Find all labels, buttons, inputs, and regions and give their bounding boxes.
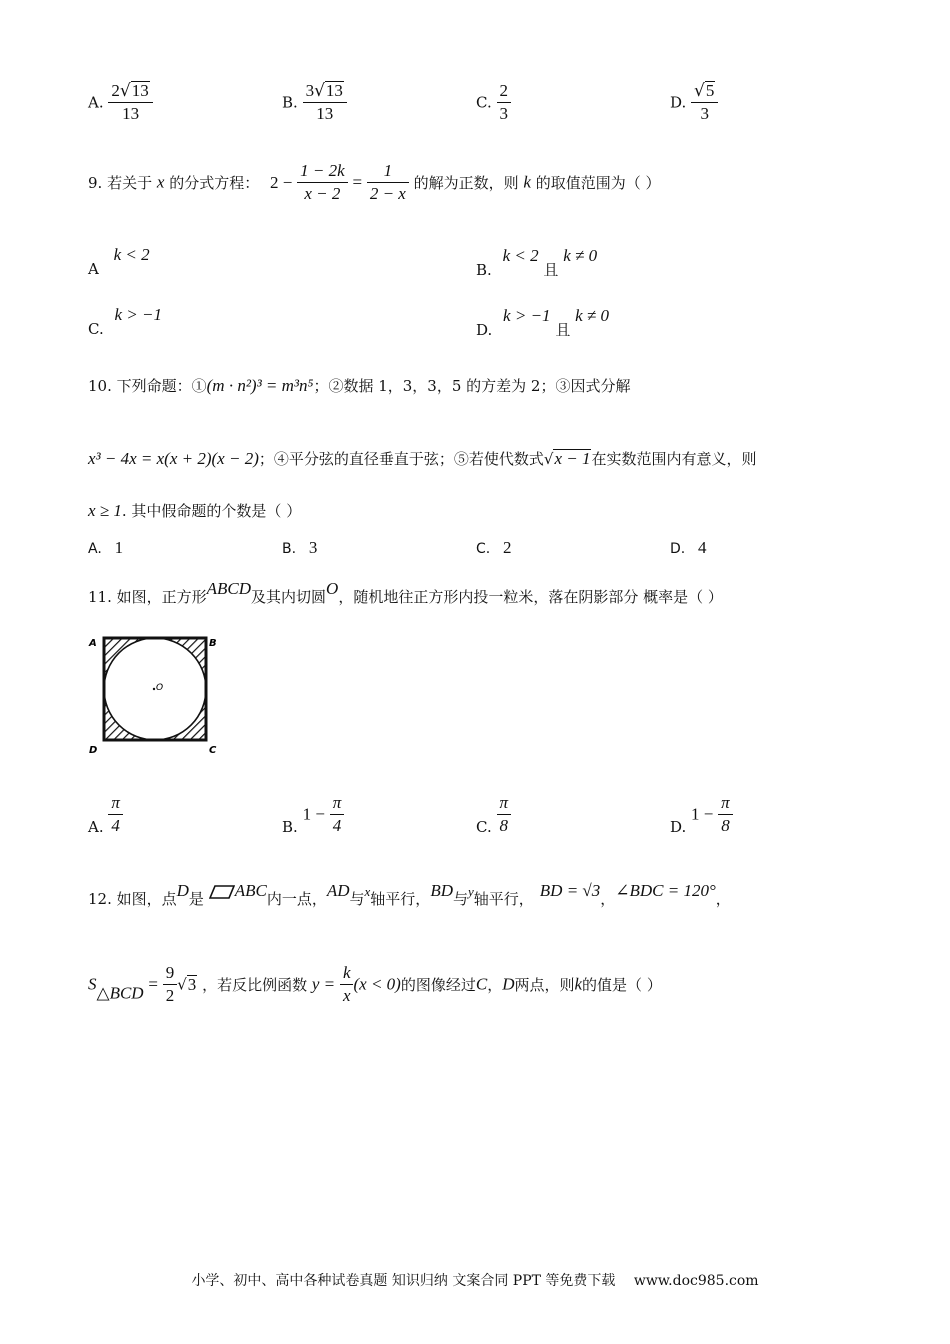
- footer-text: 小学、初中、高中各种试卷真题 知识归纳 文案合同 PPT 等免费下载: [191, 1273, 616, 1289]
- q9-option-b: B. k < 2 且 k ≠ 0: [476, 246, 598, 279]
- q8-option-b-fraction: $\frac{3√13}{13}$: [303, 80, 347, 125]
- q9-option-c: C. k > −1: [88, 305, 162, 338]
- q11-option-c: C. $\frac{\pi}{8}$: [476, 792, 511, 837]
- q8-option-a-fraction: $\frac{2√13}{13}$: [108, 80, 152, 125]
- q10-option-c: C. 2: [476, 538, 512, 557]
- q9-fraction-2: $\frac{1}{2 - x}$: [367, 160, 409, 205]
- q12-line-2: $S_{\triangle BCD}$ = $\frac{9}{2}$ √3 ，若反比例函数 y = $\frac{k}{x}$ (x < 0)的图像经过C，D两点，则k的值是（ ）: [88, 963, 662, 1005]
- center-point: [153, 688, 155, 690]
- q9-stem: 9. 若关于 x 的分式方程： 2 − $\frac{1 - 2k}{x - 2}$ = $\frac{1}{2 - x}$ 的解为正数，则 k 的取值范围为（ ）: [88, 161, 661, 203]
- q12-area-fraction: $\frac{9}{2}$: [163, 962, 178, 1007]
- q10-option-a: A. 1: [88, 538, 124, 557]
- q11-option-d: D. 1 − $\frac{\pi}{8}$: [670, 792, 733, 837]
- q9-fraction-1: $\frac{1 - 2k}{x - 2}$: [297, 160, 348, 205]
- q11-option-b: B. 1 − $\frac{\pi}{4}$: [282, 792, 344, 837]
- label-b: B: [209, 638, 217, 649]
- q12-line-1: 12. 如图，点D是 ABC内一点，AD与x轴平行，BD与y轴平行， BD = √3，∠BDC = 120°，: [88, 881, 731, 908]
- label-a: A: [89, 638, 97, 649]
- q8-option-c: C. $\frac{2}{3}$: [476, 80, 511, 125]
- q10-option-b: B. 3: [282, 538, 318, 557]
- q11-figure: [85, 632, 225, 760]
- q11-option-a: A. $\frac{\pi}{4}$: [88, 792, 123, 837]
- q8-option-d: D. $\frac{√5}{3}$: [670, 80, 718, 125]
- label-d: D: [89, 745, 98, 756]
- q8-option-c-fraction: $\frac{2}{3}$: [497, 80, 512, 125]
- q11-option-d-fraction: $\frac{\pi}{8}$: [718, 792, 733, 837]
- page-footer: [0, 1270, 950, 1290]
- q11-option-b-fraction: $\frac{\pi}{4}$: [330, 792, 345, 837]
- parallelogram-icon: [209, 885, 235, 899]
- q10-line-2: x³ − 4x = x(x + 2)(x − 2)；④平分弦的直径垂直于弦；⑤若使代数式√x − 1在实数范围内有意义，则: [88, 449, 757, 468]
- q8-option-b: B. $\frac{3√13}{13}$: [282, 80, 347, 125]
- q12-function-fraction: $\frac{k}{x}$: [340, 962, 354, 1007]
- footer-url[interactable]: www.doc985.com: [633, 1273, 759, 1289]
- q9-option-d: D. k > −1 且 k ≠ 0: [476, 306, 610, 339]
- label-o: O: [156, 683, 164, 693]
- q10-option-d: D. 4: [670, 538, 707, 557]
- q9-option-a: A k < 2: [88, 245, 150, 278]
- q10-line-1: 10. 下列命题：①(m · n²)³ = m³n⁵；②数据 1，3，3，5 的方差为 2；③因式分解: [88, 376, 631, 395]
- q10-line-3: x ≥ 1. 其中假命题的个数是（ ）: [88, 501, 302, 520]
- q11-option-a-fraction: $\frac{\pi}{4}$: [108, 792, 123, 837]
- q8-option-a: A. $\frac{2√13}{13}$: [88, 80, 153, 125]
- q11-option-c-fraction: $\frac{\pi}{8}$: [497, 792, 512, 837]
- q11-stem: 11. 如图，正方形ABCD及其内切圆O，随机地往正方形内投一粒米，落在阴影部分 概率是（ ）: [88, 579, 723, 606]
- label-c: C: [209, 745, 217, 756]
- q8-option-d-fraction: $\frac{√5}{3}$: [691, 80, 718, 125]
